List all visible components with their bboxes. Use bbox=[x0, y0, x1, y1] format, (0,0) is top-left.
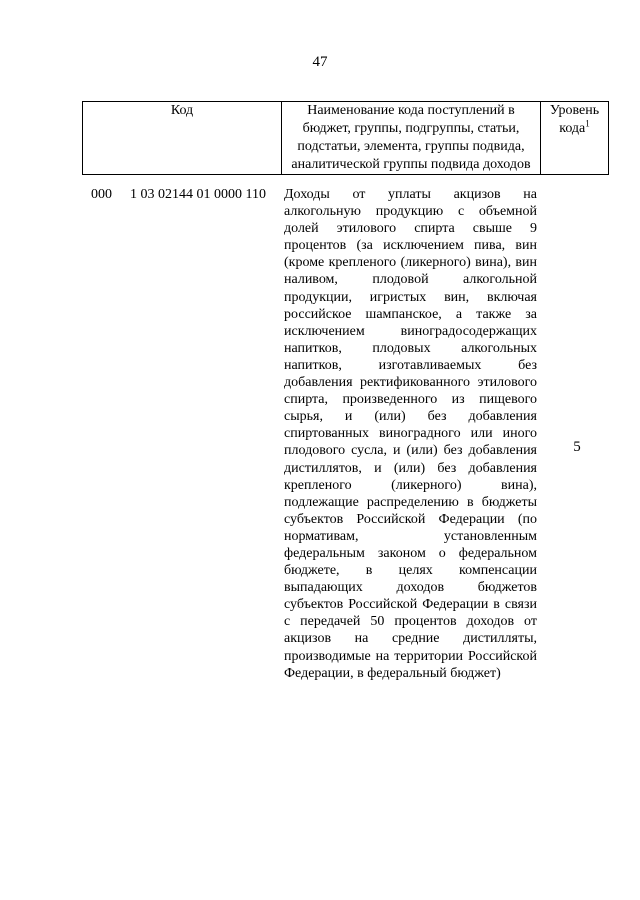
classification-code: 1 03 02144 01 0000 110 bbox=[130, 187, 266, 202]
header-level-word: кода bbox=[559, 121, 586, 136]
header-code-cell bbox=[83, 102, 282, 175]
header-name-line-4: аналитической группы подвида доходов bbox=[291, 157, 531, 172]
page-number: 47 bbox=[312, 54, 328, 70]
admin-code: 000 bbox=[91, 187, 112, 202]
header-name-cell bbox=[282, 102, 541, 175]
header-name-line-1: Наименование кода поступлений в bbox=[307, 103, 515, 118]
header-code-label: Код bbox=[170, 103, 194, 118]
header-level-cell bbox=[541, 102, 609, 175]
header-name-line-3: подстатьи, элемента, группы подвида, bbox=[297, 139, 525, 154]
code-level: 5 bbox=[573, 439, 581, 455]
revenue-code-name: Доходы от уплаты акцизов на алкогольную продукцию с объемной долей этилового спирта свыше 9 процентов (за исключением пива, вин (кроме крепленого (ликерного) вина), вин наливом, плодовой алкогольной продукции, игристых вин, включая российское шампанское, а также за исключением виноградосодержащих напитков, плодовых алкогольных напитков, изготавливаемых без добавления ректификованного этилового спирта, произведенного из пищевого сырья, и (или) без добавления спиртованных виноградного или иного плодового сусла, и (или) без добавления дистиллятов, и (или) без добавления крепленого (ликерного) вина), подлежащие распределению в бюджеты субъектов Российской Федерации (по нормативам, установленным федеральным законом о федеральном бюджете, в целях компенсации выпадающих доходов бюджетов субъектов Российской Федерации в связи с передачей 50 процентов доходов от акцизов на средние дистилляты, производимые на территории Российской Федерации, в федеральный бюджет) bbox=[284, 187, 537, 681]
header-level-line-1: Уровень bbox=[549, 103, 600, 118]
header-name-line-2: бюджет, группы, подгруппы, статьи, bbox=[302, 121, 520, 136]
footnote-marker: 1 bbox=[585, 118, 590, 129]
table-header bbox=[82, 101, 609, 175]
header-level-line-2 bbox=[541, 120, 608, 138]
